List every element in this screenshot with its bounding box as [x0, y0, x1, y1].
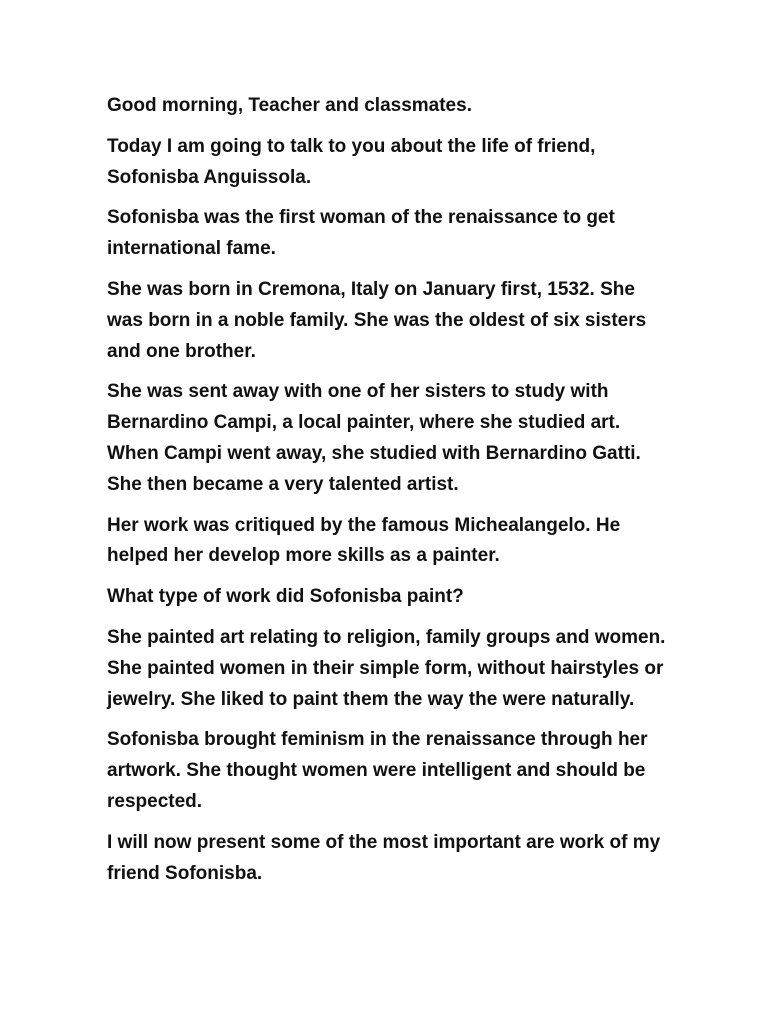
paragraph-critique: Her work was critiqued by the famous Michealangelo. He helped her develop more skills as a painter.: [107, 514, 621, 567]
paragraph-feminism: Sofonisba brought feminism in the renaissance through her artwork. She thought women were intelligent and should be respected.: [107, 729, 648, 812]
paragraph-fame: Sofonisba was the first woman of the renaissance to get international fame.: [107, 207, 615, 260]
paragraph-closing: I will now present some of the most important are work of my friend Sofonisba.: [107, 831, 661, 884]
paragraph-question: What type of work did Sofonisba paint?: [107, 586, 464, 608]
paragraph-greeting: Good morning, Teacher and classmates.: [107, 95, 472, 116]
paragraph-birth: She was born in Cremona, Italy on January first, 1532. She was born in a noble family. She was the oldest of six sisters and one brother.: [107, 278, 647, 362]
paragraph-education: She was sent away with one of her sisters to study with Bernardino Campi, a local painter, where she studied art. When Campi went away, she studied with Bernardino Gatti. She then became a very talented artist.: [107, 381, 641, 495]
document-body: [107, 91, 672, 899]
paragraph-subjects: She painted art relating to religion, family groups and women. She painted women in their simple form, without hairstyles or jewelry. She liked to paint them the way the were naturally.: [107, 626, 666, 710]
paragraph-introduction: Today I am going to talk to you about the life of friend, Sofonisba Anguissola.: [107, 135, 596, 188]
